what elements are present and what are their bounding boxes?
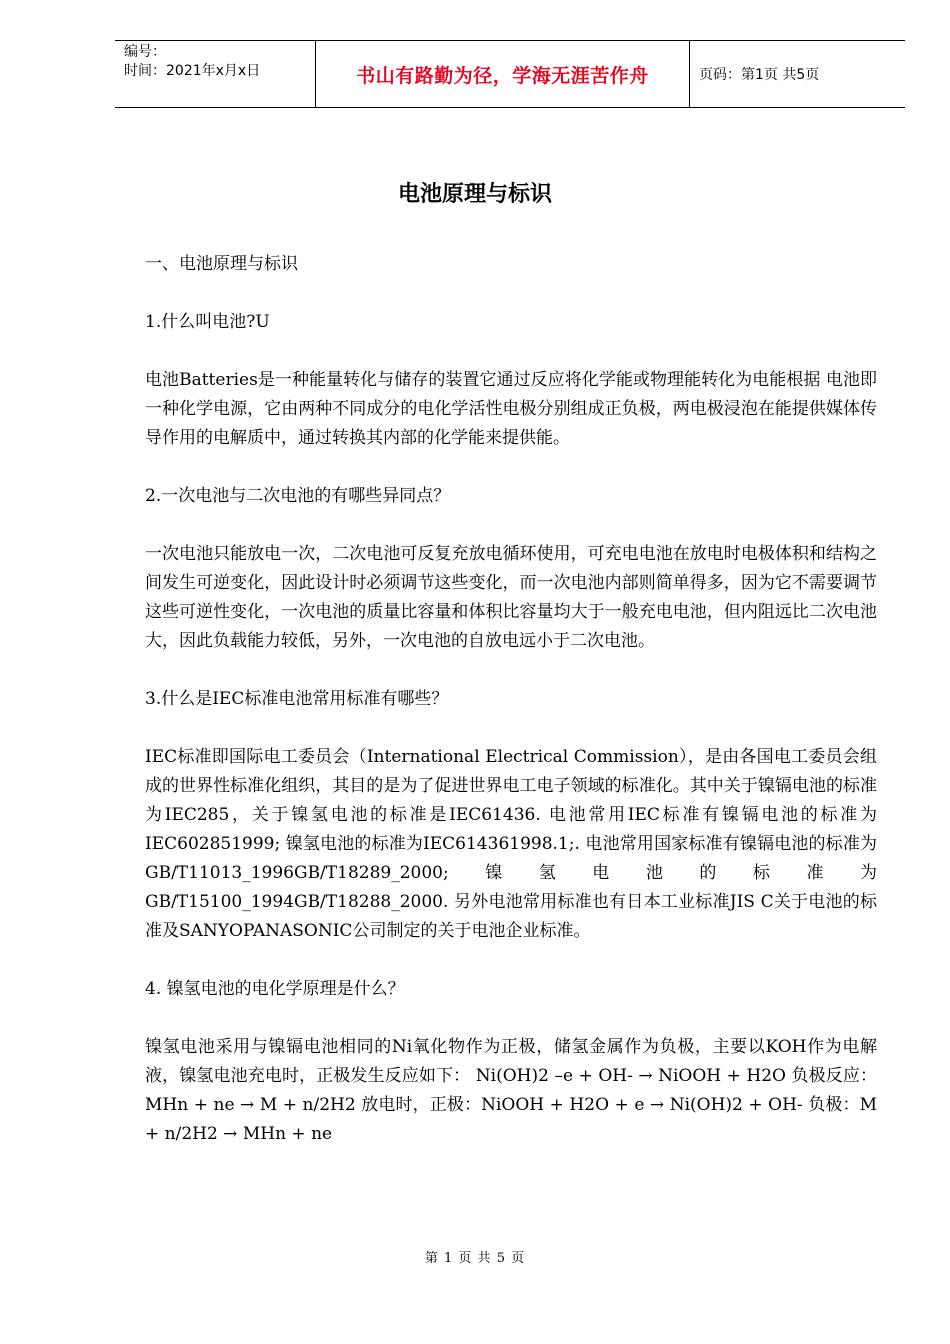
- answer-2: 一次电池只能放电一次，二次电池可反复充放电循环使用，可充电电池在放电时电极体积和结构之间发生可逆变化，因此设计时必须调节这些变化，而一次电池内部则简单得多，因为它不需要调节这些可逆性变化，一次电池的质量比容量和体积比容量均大于一般充电电池，但内阻远比二次电池大，因此负载能力较低，另外，一次电池的自放电远小于二次电池。: [145, 544, 877, 651]
- document-body: [145, 250, 877, 1178]
- answer-4: 镍氢电池采用与镍镉电池相同的Ni氧化物作为正极，储氢金属作为负极，主要以KOH作为电解液，镍氢电池充电时，正极发生反应如下： Ni(OH)2 –e + OH- → NiOOH + H2O 负极反应：MHn + ne → M + n/2H2 放电时，正极：NiOOH + H2O + e → Ni(OH)2 + OH- 负极：M + n/2H2 → MHn + ne: [145, 1037, 877, 1144]
- question-4: 4. 镍氢电池的电化学原理是什么？: [145, 979, 405, 999]
- answer-1: 电池Batteries是一种能量转化与储存的装置它通过反应将化学能或物理能转化为电能根据 电池即一种化学电源，它由两种不同成分的电化学活性电极分别组成正负极，两电极浸泡在能提供媒体传导作用的电解质中，通过转换其内部的化学能来提供能。: [145, 370, 877, 448]
- question-3: 3.什么是IEC标准电池常用标准有哪些？: [145, 689, 449, 709]
- time-label: 时间：2021年x月x日: [124, 63, 261, 79]
- section-heading: 一、电池原理与标识: [145, 254, 298, 274]
- header-motto: 书山有路勤为径，学海无涯苦作舟: [316, 41, 690, 107]
- answer-3: IEC标准即国际电工委员会（International Electrical Commission），是由各国电工委员会组成的世界性标准化组织，其目的是为了促进世界电工电子领域的标准化。其中关于镍镉电池的标准为IEC285，关于镍氢电池的标准是IEC61436. 电池常用IEC标准有镍镉电池的标准为IEC602851999; 镍氢电池的标准为IEC614361998.1;. 电池常用国家标准有镍镉电池的标准为GB/T11013_1996GB/T18289_2000;镍氢电池的标准为GB/T15100_1994GB/T18288_2000. 另外电池常用标准也有日本工业标准JIS C关于电池的标准及SANYOPANASONIC公司制定的关于电池企业标准。: [145, 747, 877, 941]
- header-meta: [115, 41, 316, 107]
- question-2: 2.一次电池与二次电池的有哪些异同点？: [145, 486, 451, 506]
- question-1: 1.什么叫电池?U: [145, 312, 270, 332]
- page-header: [115, 40, 905, 108]
- page-footer: 第 1 页 共 5 页: [424, 1251, 526, 1266]
- number-label: 编号：: [124, 44, 166, 60]
- document-title: 电池原理与标识: [397, 182, 552, 207]
- header-page-label: 页码：第1页 共5页: [699, 67, 820, 83]
